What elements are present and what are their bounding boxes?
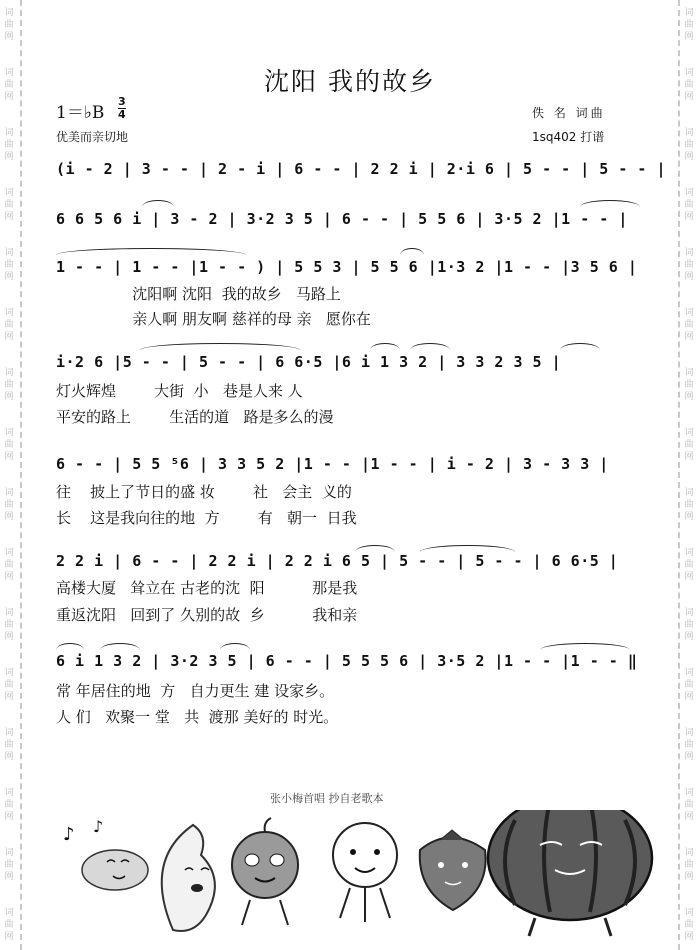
watermark-glyph: 词: [4, 488, 14, 498]
watermark-glyph: 网: [684, 872, 694, 882]
banana-icon: [162, 825, 215, 931]
watermark-glyph: 曲: [4, 560, 14, 570]
watermark-glyph: 曲: [684, 620, 694, 630]
slur-mark: [370, 343, 400, 350]
watermark-glyph: 网: [684, 32, 694, 42]
watermark-glyph: 曲: [684, 860, 694, 870]
watermark-glyph: 网: [4, 392, 14, 402]
watermark-glyph: 网: [684, 392, 694, 402]
tie-mark: [420, 545, 515, 552]
score-row-4-lyrics-1: 灯火辉煌 大街 小 巷是人来 人: [56, 382, 303, 400]
watermark-glyph: 词: [4, 788, 14, 798]
watermark-glyph: 网: [684, 812, 694, 822]
watermark-glyph: 曲: [684, 80, 694, 90]
watermark-glyph: 曲: [684, 500, 694, 510]
score-row-3-lyrics-1: 沈阳啊 沈阳 我的故乡 马路上: [56, 285, 341, 303]
watermark-glyph: 曲: [4, 260, 14, 270]
watermark-glyph: 曲: [4, 320, 14, 330]
watermark-glyph: 词: [4, 848, 14, 858]
watermark-glyph: 网: [684, 332, 694, 342]
watermark-glyph: 词: [684, 488, 694, 498]
watermark-glyph: 词: [684, 908, 694, 918]
watermark-glyph: 词: [684, 248, 694, 258]
time-signature-top: 3: [118, 95, 126, 108]
watermark-glyph: 曲: [4, 380, 14, 390]
watermark-glyph: 曲: [684, 200, 694, 210]
watermark-glyph: 曲: [4, 440, 14, 450]
watermark-glyph: 网: [4, 632, 14, 642]
watermark-glyph: 网: [4, 272, 14, 282]
watermark-glyph: 网: [684, 692, 694, 702]
watermark-glyph: 词: [4, 128, 14, 138]
watermark-glyph: 词: [4, 668, 14, 678]
watermark-glyph: 曲: [4, 80, 14, 90]
watermark-glyph: 曲: [4, 200, 14, 210]
watermark-glyph: 曲: [4, 140, 14, 150]
tie-mark: [140, 343, 300, 350]
left-watermark-border: [0, 0, 22, 950]
watermark-glyph: 词: [4, 428, 14, 438]
right-watermark-border: [678, 0, 700, 950]
watermark-glyph: 曲: [684, 320, 694, 330]
watermark-glyph: 曲: [684, 920, 694, 930]
watermark-glyph: 词: [4, 908, 14, 918]
transcriber-credit: 1sq402 打谱: [532, 130, 605, 144]
slur-mark: [560, 343, 600, 350]
watermark-glyph: 网: [684, 92, 694, 102]
watermark-glyph: 曲: [684, 800, 694, 810]
watermark-glyph: 词: [4, 608, 14, 618]
music-note-icon: [63, 817, 103, 845]
score-row-2-notes: 6 6 5 6 i | 3 - 2 | 3·2 3 5 | 6 - - | 5 5 6 | 3·5 2 |1 - - |: [56, 210, 628, 228]
score-row-3-notes: 1 - - | 1 - - |1 - - ) | 5 5 3 | 5 5 6 |1·3 2 |1 - - |3 5 6 |: [56, 258, 638, 276]
watermark-glyph: 词: [4, 308, 14, 318]
watermark-glyph: 曲: [4, 500, 14, 510]
watermark-glyph: 网: [4, 212, 14, 222]
watermark-glyph: 词: [684, 668, 694, 678]
strawberry-icon: [420, 830, 486, 910]
watermark-glyph: 词: [684, 428, 694, 438]
small-fruit-icon: [82, 850, 148, 890]
watermark-glyph: 曲: [4, 680, 14, 690]
score-row-6-lyrics-1: 高楼大厦 耸立在 古老的沈 阳 那是我: [56, 579, 358, 597]
time-signature: [118, 96, 126, 121]
time-signature-bottom: 4: [118, 108, 126, 121]
watermark-glyph: 词: [4, 68, 14, 78]
watermark-glyph: 网: [684, 512, 694, 522]
watermark-glyph: 曲: [684, 740, 694, 750]
score-row-6-lyrics-2: 重返沈阳 回到了 久别的故 乡 我和亲: [56, 606, 358, 624]
watermark-glyph: 网: [684, 212, 694, 222]
tie-mark: [540, 643, 630, 650]
watermark-glyph: 曲: [684, 440, 694, 450]
watermark-glyph: 曲: [4, 740, 14, 750]
watermark-glyph: 网: [4, 152, 14, 162]
watermark-glyph: 网: [684, 452, 694, 462]
round-character-icon: [333, 823, 397, 922]
watermark-glyph: 词: [4, 188, 14, 198]
watermark-glyph: 曲: [684, 680, 694, 690]
watermark-glyph: 词: [4, 728, 14, 738]
watermark-glyph: 网: [4, 812, 14, 822]
song-title: 沈阳 我的故乡: [264, 67, 436, 96]
watermark-glyph: 网: [4, 92, 14, 102]
score-row-4-lyrics-2: 平安的路上 生活的道 路是多么的漫: [56, 408, 334, 426]
score-row-6-notes: 2 2 i | 6 - - | 2 2 i | 2 2 i 6 5 | 5 - - | 5 - - | 6 6·5 |: [56, 552, 619, 570]
expression-marking: 优美而亲切地: [56, 130, 129, 144]
watermark-glyph: 曲: [684, 260, 694, 270]
score-row-7-lyrics-2: 人 们 欢聚一 堂 共 渡那 美好的 时光。: [56, 708, 339, 726]
apple-icon: [232, 818, 298, 925]
watermark-glyph: 网: [4, 452, 14, 462]
watermark-glyph: 词: [684, 788, 694, 798]
watermark-glyph: 词: [4, 248, 14, 258]
watermark-glyph: 词: [4, 8, 14, 18]
composer-credit: 佚 名 词曲: [532, 106, 606, 120]
watermark-glyph: 词: [684, 848, 694, 858]
watermark-glyph: 词: [684, 188, 694, 198]
watermark-glyph: 词: [4, 368, 14, 378]
slur-mark: [142, 200, 174, 207]
watermark-glyph: 曲: [684, 20, 694, 30]
slur-mark: [56, 643, 84, 650]
watermark-glyph: 曲: [684, 140, 694, 150]
score-row-5-lyrics-1: 往 披上了节日的盛 妆 社 会主 义的: [56, 483, 352, 501]
watermark-glyph: 曲: [684, 560, 694, 570]
slur-mark: [100, 643, 140, 650]
tie-mark: [580, 200, 640, 207]
watermark-glyph: 词: [684, 68, 694, 78]
watermark-glyph: 词: [684, 728, 694, 738]
score-row-5-lyrics-2: 长 这是我向往的地 方 有 朝一 日我: [56, 509, 357, 527]
watermark-glyph: 网: [684, 932, 694, 942]
slur-mark: [410, 343, 450, 350]
slur-mark: [220, 643, 250, 650]
slur-mark: [355, 545, 395, 552]
watermark-glyph: 网: [4, 32, 14, 42]
watermark-glyph: 词: [684, 128, 694, 138]
watermark-glyph: 曲: [4, 20, 14, 30]
watermark-glyph: 网: [4, 512, 14, 522]
watermark-glyph: 网: [684, 272, 694, 282]
score-row-1-notes: (i - 2 | 3 - - | 2 - i | 6 - - | 2 2 i | 2·i 6 | 5 - - | 5 - - |: [56, 160, 666, 178]
footer-credit: 张小梅首唱 抄自老歌本: [270, 792, 384, 805]
watermark-glyph: 曲: [4, 860, 14, 870]
score-row-7-lyrics-1: 常 年居住的地 方 自力更生 建 设家乡。: [56, 682, 335, 700]
watermark-glyph: 词: [684, 308, 694, 318]
svg-text:♪: ♪: [93, 817, 104, 836]
watermark-glyph: 网: [4, 752, 14, 762]
key-signature: 1＝♭B: [56, 103, 105, 123]
watermark-glyph: 网: [4, 692, 14, 702]
watermark-glyph: 网: [4, 572, 14, 582]
watermark-glyph: 网: [4, 872, 14, 882]
watermark-glyph: 词: [684, 548, 694, 558]
watermark-glyph: 曲: [4, 920, 14, 930]
watermark-glyph: 网: [684, 632, 694, 642]
fruit-cartoon-illustration: [55, 810, 685, 940]
watermark-glyph: 曲: [684, 380, 694, 390]
svg-text:♪: ♪: [63, 824, 75, 845]
score-row-5-notes: 6 - - | 5 5 ⁵6 | 3 3 5 2 |1 - - |1 - - | i - 2 | 3 - 3 3 |: [56, 455, 609, 473]
score-row-4-notes: i·2 6 |5 - - | 5 - - | 6 6·5 |6 i 1 3 2 | 3 3 2 3 5 |: [56, 353, 562, 371]
watermark-glyph: 词: [684, 368, 694, 378]
score-row-3-lyrics-2: 亲人啊 朋友啊 慈祥的母 亲 愿你在: [56, 310, 371, 328]
tie-mark: [56, 248, 246, 255]
watermark-glyph: 曲: [4, 620, 14, 630]
watermark-glyph: 网: [684, 152, 694, 162]
slur-mark: [400, 248, 424, 255]
watermark-glyph: 网: [684, 752, 694, 762]
watermelon-icon: [488, 810, 652, 936]
watermark-glyph: 词: [4, 548, 14, 558]
score-row-7-notes: 6 i 1 3 2 | 3·2 3 5 | 6 - - | 5 5 5 6 | 3·5 2 |1 - - |1 - - ‖: [56, 652, 638, 670]
watermark-glyph: 词: [684, 8, 694, 18]
watermark-glyph: 曲: [4, 800, 14, 810]
watermark-glyph: 网: [684, 572, 694, 582]
watermark-glyph: 词: [684, 608, 694, 618]
watermark-glyph: 网: [4, 932, 14, 942]
watermark-glyph: 网: [4, 332, 14, 342]
